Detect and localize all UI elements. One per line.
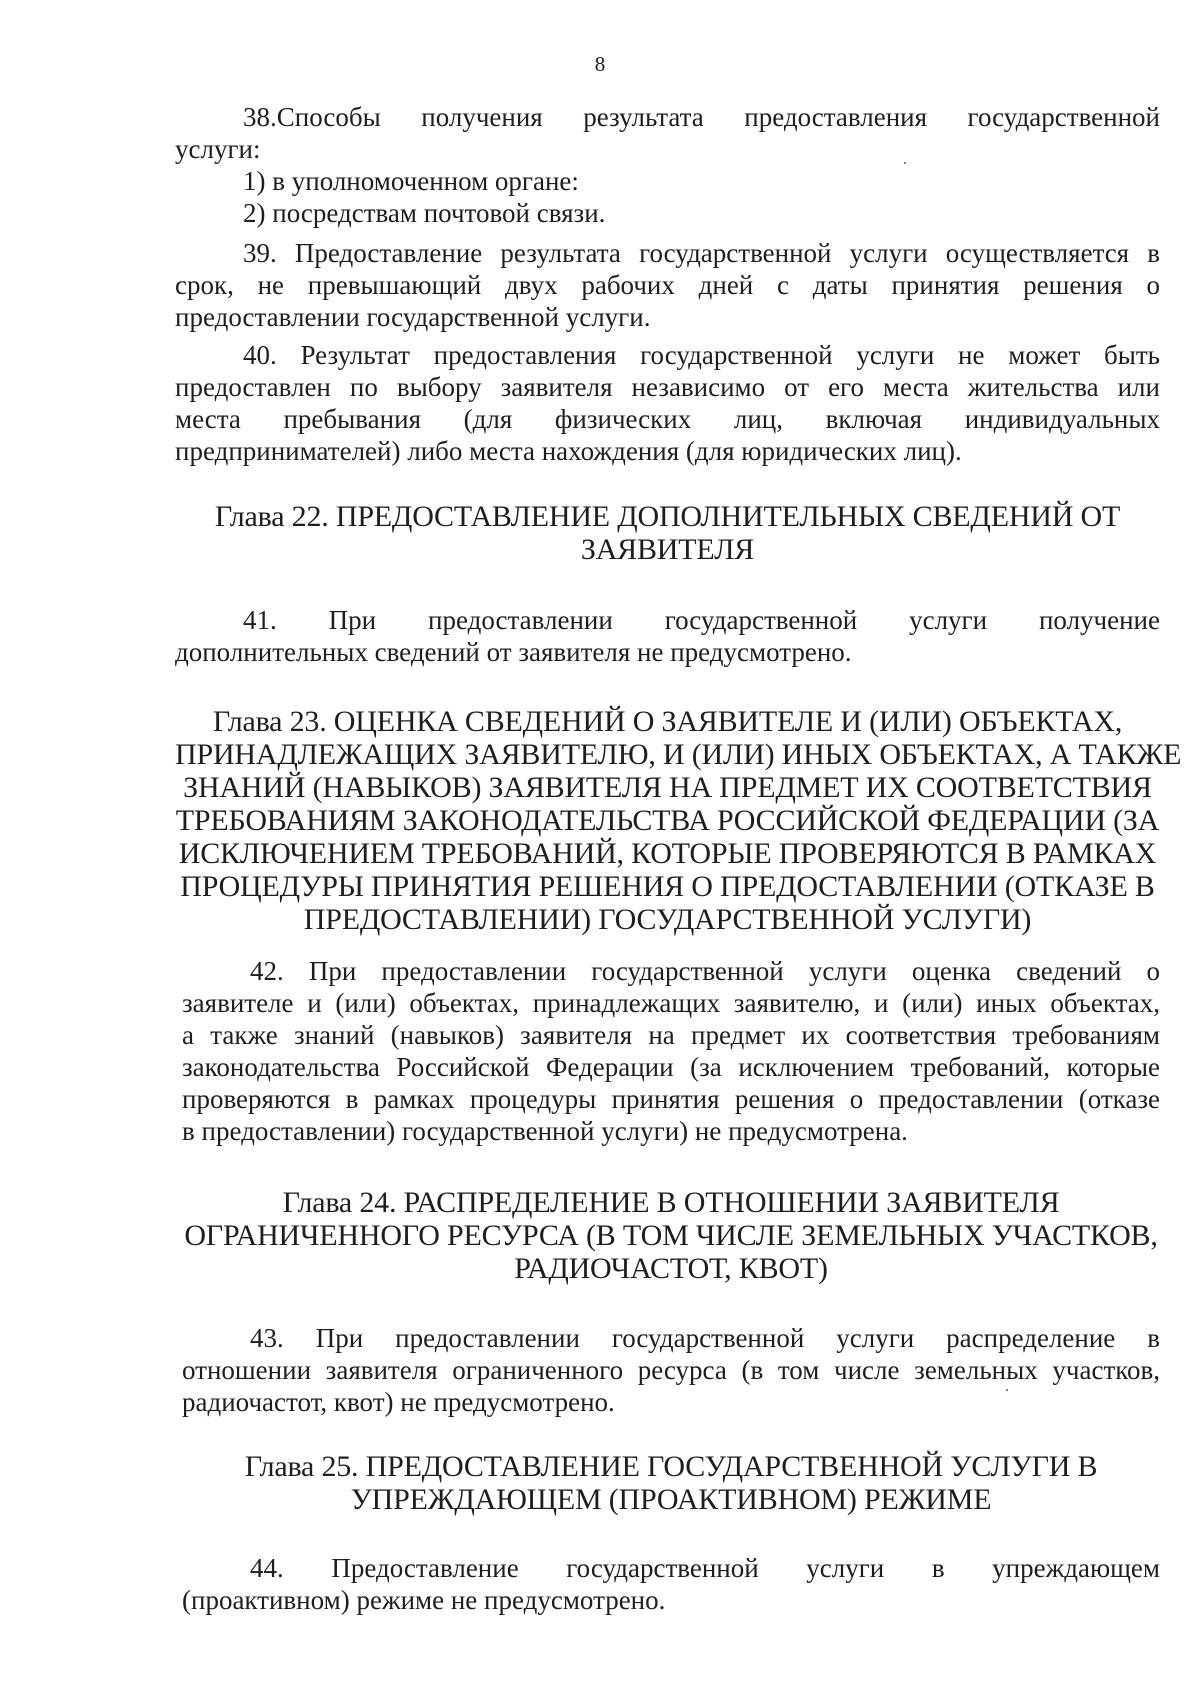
paragraph-38-line-1: 38.Способы получения результата предоставления государственной xyxy=(243,102,1160,132)
paragraph-42-line-3: а также знаний (навыков) заявителя на предмет их соответствия требованиям xyxy=(182,1020,1160,1050)
paragraph-41 xyxy=(175,604,1160,668)
page-number: 8 xyxy=(594,52,606,76)
chapter-24-heading-line-2: ОГРАНИЧЕННОГО РЕСУРСА (В ТОМ ЧИСЛЕ ЗЕМЕЛЬНЫХ УЧАСТКОВ, xyxy=(184,1219,1158,1252)
paragraph-39 xyxy=(175,237,1160,333)
paragraph-41-line-2: дополнительных сведений от заявителя не предусмотрено. xyxy=(175,637,852,667)
paragraph-42 xyxy=(182,955,1160,1147)
paragraph-43-line-2: отношении заявителя ограниченного ресурса (в том числе земельных участков, xyxy=(182,1355,1160,1385)
paragraph-40-line-2: предоставлен по выбору заявителя независимо от его места жительства или xyxy=(175,372,1160,402)
paragraph-40-line-1: 40. Результат предоставления государственной услуги не может быть xyxy=(243,340,1160,370)
paragraph-40-line-3: места пребывания (для физических лиц, включая индивидуальных xyxy=(175,404,1160,434)
paragraph-42-line-5: проверяются в рамках процедуры принятия решения о предоставлении (отказе xyxy=(182,1084,1160,1114)
paragraph-43-line-1: 43. При предоставлении государственной услуги распределение в xyxy=(250,1323,1160,1353)
chapter-23-heading xyxy=(175,705,1182,936)
chapter-23-heading-line-4: ТРЕБОВАНИЯМ ЗАКОНОДАТЕЛЬСТВА РОССИЙСКОЙ ФЕДЕРАЦИИ (ЗА xyxy=(175,804,1160,837)
paragraph-39-line-3: предоставлении государственной услуги. xyxy=(175,302,651,332)
paragraph-39-line-1: 39. Предоставление результата государственной услуги осуществляется в xyxy=(243,238,1160,268)
chapter-23-heading-line-3: ЗНАНИЙ (НАВЫКОВ) ЗАЯВИТЕЛЯ НА ПРЕДМЕТ ИХ СООТВЕТСТВИЯ xyxy=(183,771,1152,804)
paragraph-42-line-2: заявителе и (или) объектах, принадлежащих заявителю, и (или) иных объектах, xyxy=(182,988,1160,1018)
paragraph-44-line-1: 44. Предоставление государственной услуги в упреждающем xyxy=(250,1553,1160,1583)
paragraph-42-line-1: 42. При предоставлении государственной услуги оценка сведений о xyxy=(250,956,1160,986)
chapter-22-heading-line-1: Глава 22. ПРЕДОСТАВЛЕНИЕ ДОПОЛНИТЕЛЬНЫХ СВЕДЕНИЙ ОТ xyxy=(214,500,1121,533)
chapter-23-heading-line-5: ИСКЛЮЧЕНИЕМ ТРЕБОВАНИЙ, КОТОРЫЕ ПРОВЕРЯЮТСЯ В РАМКАХ xyxy=(178,837,1157,870)
scan-speck xyxy=(904,162,906,164)
paragraph-42-line-4: законодательства Российской Федерации (за исключением требований, которые xyxy=(182,1052,1160,1082)
chapter-25-heading-line-2: УПРЕЖДАЮЩЕМ (ПРОАКТИВНОМ) РЕЖИМЕ xyxy=(350,1483,992,1516)
chapter-24-heading xyxy=(182,1186,1160,1285)
paragraph-38 xyxy=(175,101,1160,229)
chapter-23-heading-line-7: ПРЕДОСТАВЛЕНИИ) ГОСУДАРСТВЕННОЙ УСЛУГИ) xyxy=(303,903,1032,936)
chapter-22-heading xyxy=(175,500,1160,566)
paragraph-40-line-4: предпринимателей) либо места нахождения (для юридических лиц). xyxy=(175,436,962,466)
paragraph-44 xyxy=(182,1552,1160,1616)
paragraph-43 xyxy=(182,1322,1160,1418)
chapter-25-heading-line-1: Глава 25. ПРЕДОСТАВЛЕНИЕ ГОСУДАРСТВЕННОЙ УСЛУГИ В xyxy=(244,1450,1098,1483)
paragraph-40 xyxy=(175,339,1160,467)
chapter-23-heading-line-6: ПРОЦЕДУРЫ ПРИНЯТИЯ РЕШЕНИЯ О ПРЕДОСТАВЛЕНИИ (ОТКАЗЕ В xyxy=(180,870,1155,903)
scan-speck xyxy=(1006,1389,1008,1391)
chapter-23-heading-line-1: Глава 23. ОЦЕНКА СВЕДЕНИЙ О ЗАЯВИТЕЛЕ И (ИЛИ) ОБЪЕКТАХ, xyxy=(212,705,1123,738)
chapter-24-heading-line-1: Глава 24. РАСПРЕДЕЛЕНИЕ В ОТНОШЕНИИ ЗАЯВИТЕЛЯ xyxy=(282,1186,1060,1219)
paragraph-43-line-3: радиочастот, квот) не предусмотрено. xyxy=(182,1387,615,1417)
paragraph-44-line-2: (проактивном) режиме не предусмотрено. xyxy=(182,1585,666,1615)
paragraph-42-line-6: в предоставлении) государственной услуги) не предусмотрена. xyxy=(182,1116,908,1146)
chapter-24-heading-line-3: РАДИОЧАСТОТ, КВОТ) xyxy=(514,1252,828,1285)
chapter-25-heading xyxy=(182,1450,1160,1516)
paragraph-41-line-1: 41. При предоставлении государственной услуги получение xyxy=(243,605,1160,635)
chapter-23-heading-line-2: ПРИНАДЛЕЖАЩИХ ЗАЯВИТЕЛЮ, И (ИЛИ) ИНЫХ ОБЪЕКТАХ, А ТАКЖЕ xyxy=(175,738,1182,771)
paragraph-38-line-2: услуги: xyxy=(175,134,261,164)
paragraph-38-item-2: 2) посредствам почтовой связи. xyxy=(243,198,606,228)
paragraph-39-line-2: срок, не превышающий двух рабочих дней с даты принятия решения о xyxy=(175,270,1160,300)
chapter-22-heading-line-2: ЗАЯВИТЕЛЯ xyxy=(580,533,755,566)
paragraph-38-item-1: 1) в уполномоченном органе: xyxy=(243,166,579,196)
